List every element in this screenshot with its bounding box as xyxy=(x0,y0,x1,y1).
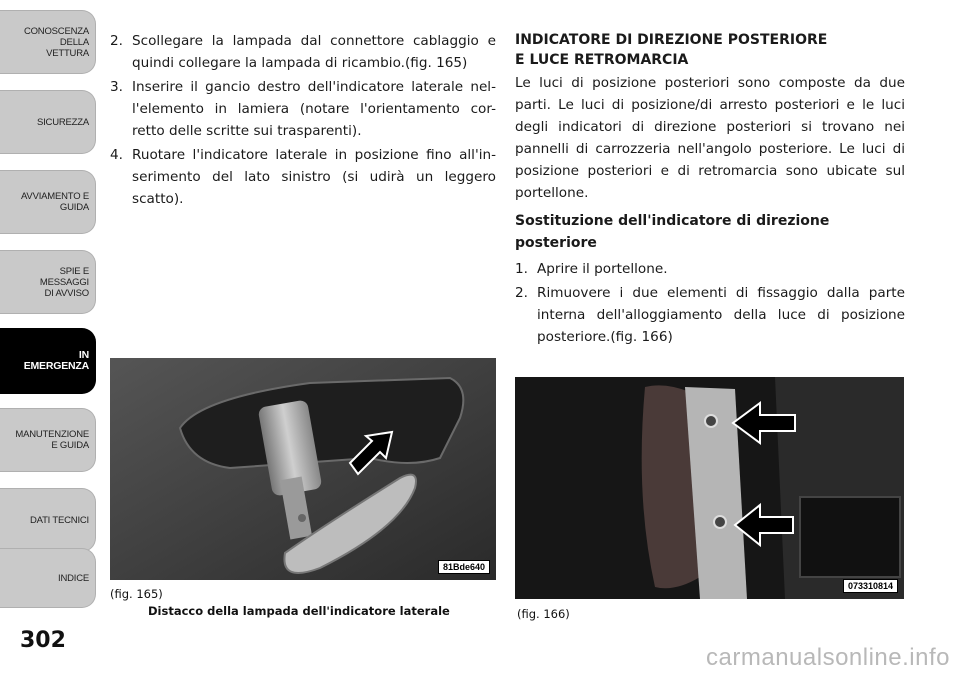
tab-dati-tecnici[interactable]: DATI TECNICI xyxy=(0,488,96,552)
rear-light-illustration xyxy=(515,377,904,599)
watermark: carmanualsonline.info xyxy=(706,644,950,671)
figure-165-caption: Distacco della lampada dell'indicatore laterale xyxy=(148,604,450,618)
section-heading: INDICATORE DI DIREZIONE POSTERIORE E LUCE RETROMARCIA xyxy=(515,32,828,68)
tab-in-emergenza[interactable]: IN EMERGENZA xyxy=(0,328,96,394)
chapter-sidebar xyxy=(0,0,100,678)
left-column xyxy=(110,30,496,212)
page-number: 302 xyxy=(20,628,66,653)
section-paragraph: Le luci di posizione posteriori sono composte da due parti. Le luci di posizione/di arresto posteriori e le luci degli indicatori di direzione posteriori si trovano nei pannelli di carrozzeria nell'angolo posteriore. Le luci di posizione posteriori e di retromarcia sono ubicate sul portellone. xyxy=(515,75,905,201)
right-column xyxy=(515,30,905,350)
figure-165-label: (fig. 165) xyxy=(110,587,163,601)
step-item: 2. Scollegare la lampada dal connettore cablaggio e quindi collegare la lampada di ricambio.(fig. 165) xyxy=(110,33,496,71)
figure-165-image xyxy=(110,358,496,580)
figure-code: 073310814 xyxy=(843,579,898,593)
step-item: 1. Aprire il portellone. xyxy=(515,261,668,277)
figure-166-image xyxy=(515,377,904,599)
subsection-heading: Sostituzione dell'indicatore di direzione posteriore xyxy=(515,213,830,251)
tab-avviamento-e-guida[interactable]: AVVIAMENTO E GUIDA xyxy=(0,170,96,234)
step-item: 4. Ruotare l'indicatore laterale in posizione fino all'in-serimento del lato sinistro (si udirà un leggero scatto). xyxy=(110,147,496,207)
tab-indice[interactable]: INDICE xyxy=(0,548,96,608)
tab-spie-e-messaggi[interactable]: SPIE E MESSAGGI DI AVVISO xyxy=(0,250,96,314)
step-item: 2. Rimuovere i due elementi di fissaggio dalla parte interna dell'alloggiamento della luce di posizione posteriore.(fig. 166) xyxy=(515,285,905,345)
tab-manutenzione-e-guida[interactable]: MANUTENZIONE E GUIDA xyxy=(0,408,96,472)
tab-sicurezza[interactable]: SICUREZZA xyxy=(0,90,96,154)
figure-166-label: (fig. 166) xyxy=(517,607,570,621)
side-indicator-illustration xyxy=(110,358,496,580)
step-item: 3. Inserire il gancio destro dell'indicatore laterale nel-l'elemento in lamiera (notare l'orientamento cor-retto delle scritte sui trasparenti). xyxy=(110,79,496,139)
figure-code: 81Bde640 xyxy=(438,560,490,574)
tab-conoscenza-della-vettura[interactable]: CONOSCENZA DELLA VETTURA xyxy=(0,10,96,74)
